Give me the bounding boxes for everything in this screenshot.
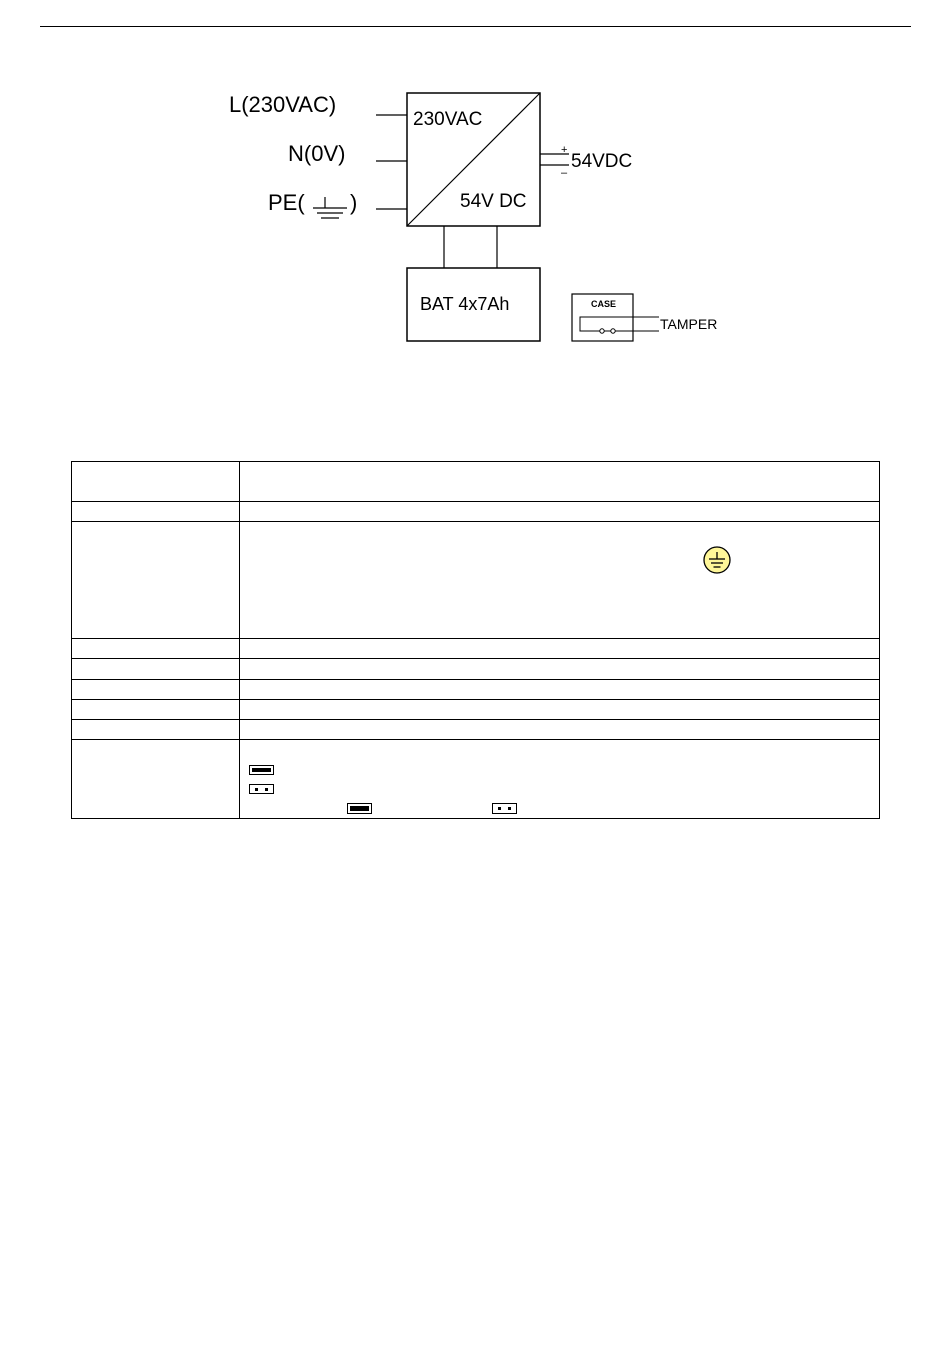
table-cell bbox=[240, 680, 880, 700]
output-plus-sign: + bbox=[561, 144, 568, 156]
tamper-switch-icon bbox=[580, 317, 659, 333]
jumper-open-icon bbox=[249, 784, 274, 794]
protective-earth-icon bbox=[700, 546, 734, 574]
table-cell bbox=[72, 522, 240, 639]
table-row bbox=[72, 502, 880, 522]
table-cell bbox=[240, 740, 880, 819]
table-cell bbox=[240, 659, 880, 680]
table-row bbox=[72, 700, 880, 720]
table-row bbox=[72, 639, 880, 659]
table-cell bbox=[240, 502, 880, 522]
table-cell bbox=[72, 720, 240, 740]
table-row bbox=[72, 462, 880, 502]
table-cell bbox=[72, 639, 240, 659]
table-cell bbox=[72, 680, 240, 700]
case-label: CASE bbox=[591, 299, 617, 309]
table-row bbox=[72, 720, 880, 740]
spec-table bbox=[71, 461, 880, 819]
table-cell bbox=[72, 740, 240, 819]
jumper-closed-icon bbox=[347, 803, 372, 814]
input-earth-prefix: PE( bbox=[268, 190, 305, 215]
output-voltage-label: 54VDC bbox=[571, 151, 633, 172]
table-cell bbox=[240, 720, 880, 740]
table-row bbox=[72, 680, 880, 700]
input-neutral-label: N(0V) bbox=[288, 141, 346, 166]
battery-label: BAT 4x7Ah bbox=[420, 294, 510, 314]
psu-output-label: 54V DC bbox=[460, 191, 527, 212]
table-row bbox=[72, 659, 880, 680]
jumper-closed-icon bbox=[249, 765, 274, 775]
psu-input-label: 230VAC bbox=[413, 109, 483, 130]
table-cell bbox=[72, 502, 240, 522]
input-earth-suffix: ) bbox=[350, 190, 358, 215]
table-row bbox=[72, 740, 880, 819]
table-cell bbox=[72, 659, 240, 680]
table-cell bbox=[240, 700, 880, 720]
table-row bbox=[72, 522, 880, 639]
tamper-label: TAMPER bbox=[660, 316, 718, 332]
output-minus-sign: – bbox=[561, 167, 568, 179]
table-cell bbox=[240, 639, 880, 659]
block-diagram bbox=[0, 0, 950, 360]
table-cell bbox=[240, 522, 880, 639]
table-cell bbox=[72, 462, 240, 502]
input-live-label: L(230VAC) bbox=[229, 92, 337, 117]
table-cell bbox=[240, 462, 880, 502]
jumper-open-icon bbox=[492, 803, 517, 814]
earth-symbol-icon bbox=[313, 197, 347, 218]
table-cell bbox=[72, 700, 240, 720]
